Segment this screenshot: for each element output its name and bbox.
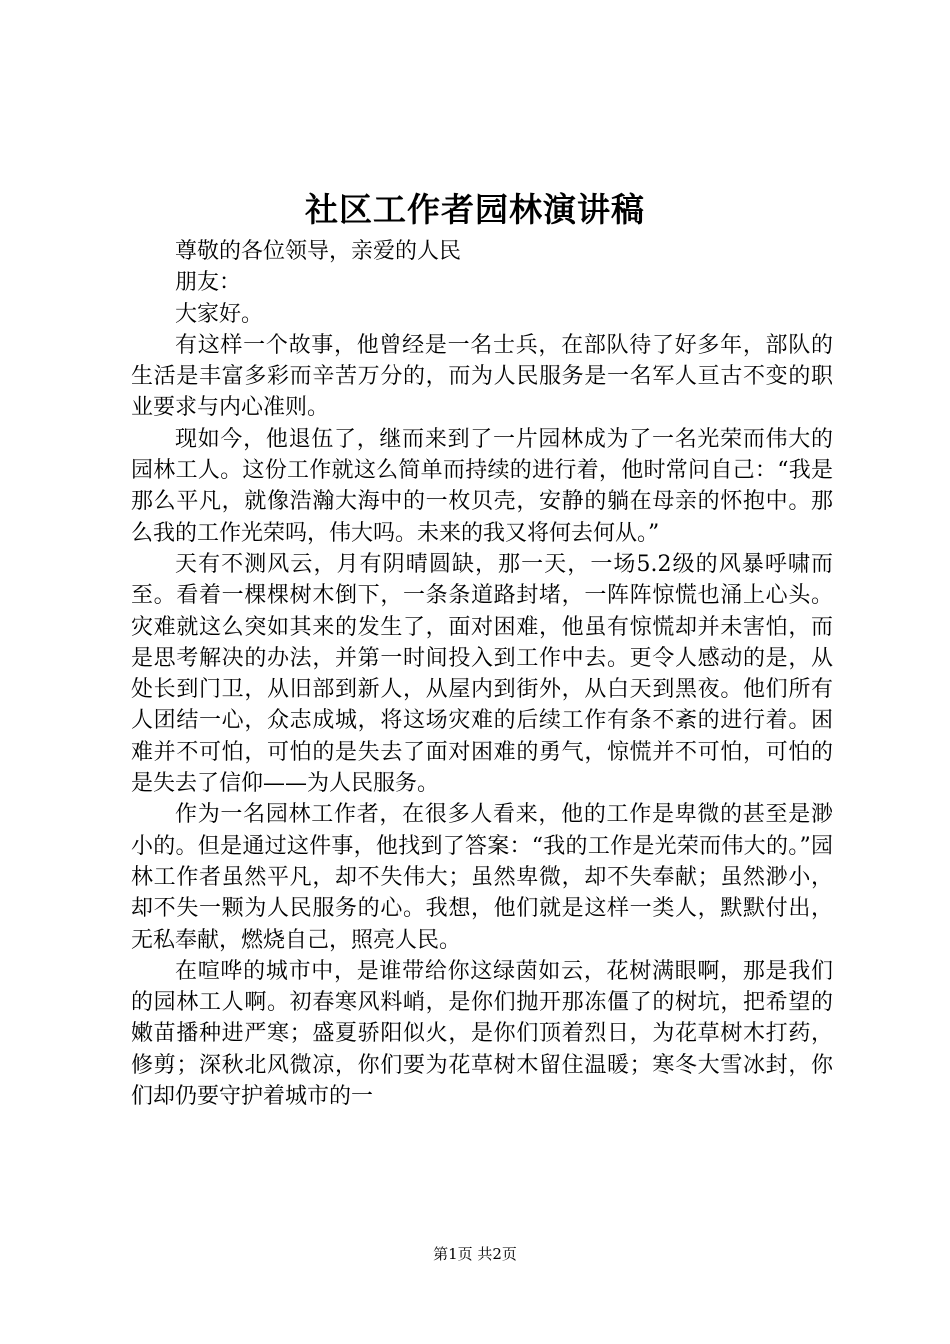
paragraph-salutation: 尊敬的各位领导，亲爱的人民 [175,239,462,264]
paragraph-retirement: 现如今，他退伍了，继而来到了一片园林成为了一名光荣而伟大的园林工人。这份工作就这么简单而持续的进行着，他时常问自己：“我是那么平凡，就像浩瀚大海中的一枚贝壳，安静的躺在母亲的怀抱中。那么我的工作光荣吗，伟大吗。未来的我又将何去何从。” [131,426,833,546]
document-body [131,236,833,1112]
paragraph-greeting: 大家好。 [175,301,264,327]
page-footer: 第1页 共2页 [433,1245,517,1263]
paragraph-story-intro: 有这样一个故事，他曾经是一名士兵，在部队待了好多年，部队的生活是丰富多彩而辛苦万分的，而为人民服务是一名军人亘古不变的职业要求与内心准则。 [131,332,833,421]
paragraph-salutation-cont: 朋友： [175,270,242,296]
paragraph-storm: 天有不测风云，月有阴晴圆缺，那一天，一场5.2级的风暴呼啸而至。看着一棵棵树木倒下，一条条道路封堵，一阵阵惊慌也涌上心头。灾难就这么突如其来的发生了，面对困难，他虽有惊慌却并未害怕，而是思考解决的办法，并第一时间投入到工作中去。更令人感动的是，从处长到门卫，从旧部到新人，从屋内到街外，从白天到黑夜。他们所有人团结一心，众志成城，将这场灾难的后续工作有条不紊的进行着。困难并不可怕，可怕的是失去了面对困难的勇气，惊慌并不可怕，可怕的是失去了信仰——为人民服务。 [131,551,833,797]
paragraph-seasons: 在喧哗的城市中，是谁带给你这绿茵如云，花树满眼啊，那是我们的园林工人啊。初春寒风料峭，是你们抛开那冻僵了的树坑，把希望的嫩苗播种进严寒；盛夏骄阳似火，是你们顶着烈日，为花草树木打药，修剪；深秋北风微凉，你们要为花草树木留住温暖；寒冬大雪冰封，你们却仍要守护着城市的一 [131,958,833,1110]
paragraph-reflection: 作为一名园林工作者，在很多人看来，他的工作是卑微的甚至是渺小的。但是通过这件事，他找到了答案：“我的工作是光荣而伟大的。”园林工作者虽然平凡，却不失伟大；虽然卑微，却不失奉献；虽然渺小，却不失一颗为人民服务的心。我想，他们就是这样一类人，默默付出，无私奉献，燃烧自己，照亮人民。 [131,802,833,953]
document-title: 社区工作者园林演讲稿 [305,190,645,229]
